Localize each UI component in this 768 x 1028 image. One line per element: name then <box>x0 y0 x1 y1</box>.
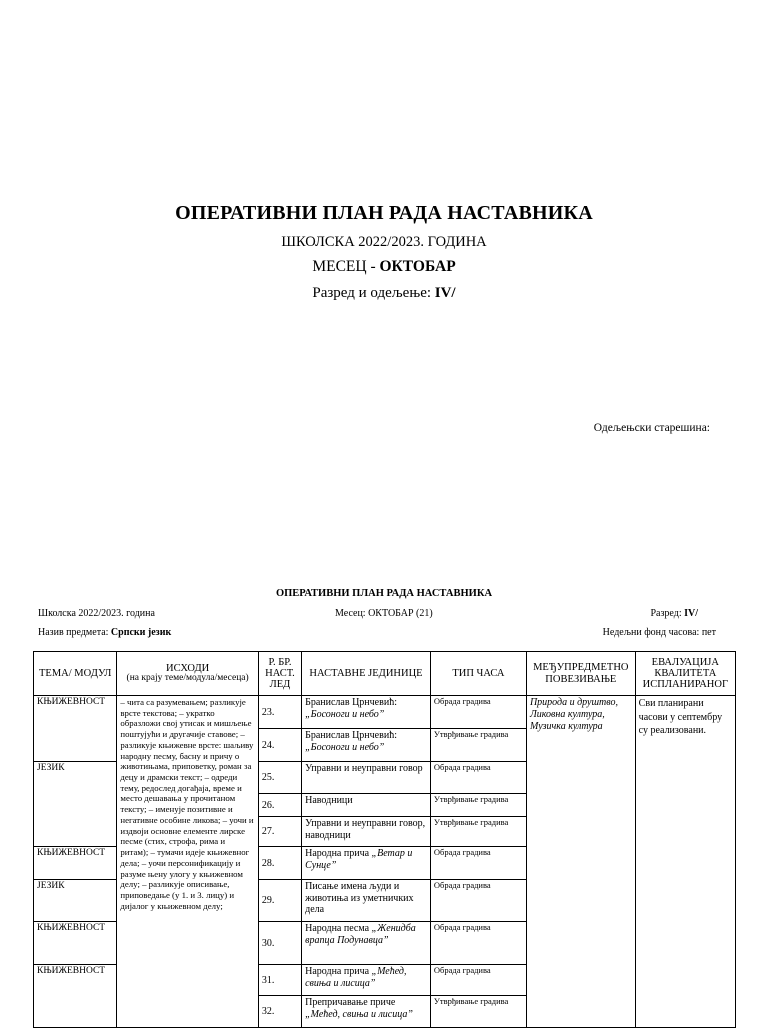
plan-subject <box>38 627 171 638</box>
plan-grade-label: Разред: <box>650 608 682 619</box>
lesson-type: Обрада градива <box>430 965 526 996</box>
lesson-type: Обрада градива <box>430 696 526 729</box>
lesson-unit <box>302 817 431 847</box>
lesson-unit-text: Управни и неуправни говор, наводници <box>305 818 426 841</box>
homeroom-teacher-label: Одељењски старешина: <box>593 422 710 434</box>
lesson-number: 29. <box>258 880 301 922</box>
plan-table <box>33 651 736 1028</box>
header-outcomes-title: ИСХОДИ <box>166 663 210 674</box>
lesson-type: Обрада градива <box>430 880 526 922</box>
theme-cell: КЊИЖЕВНОСТ <box>34 965 117 1028</box>
month-prefix: МЕСЕЦ - <box>312 258 376 275</box>
theme-cell: ЈЕЗИК <box>34 880 117 922</box>
lesson-type: Утврђивање градива <box>430 729 526 762</box>
plan-month: Месец: ОКТОБАР (21) <box>335 608 433 619</box>
outcomes-cell: – чита са разумевањем; разликује врсте текстова; – укратко образложи свој утисак и мишљење поштујући и другачије ставове; – разликује књижевне врсте: шаљиву народну песму, басну и причу о животињама, приповетку, роман за децу и драмски текст; – одреди тему, редослед догађаја, време и место дешавања у прочитаном тексту; – именује позитивне и негативне особине ликова; – уочи и издвоји основне елементе лирске песме (стих, строфа, рима и ритам); – тумачи идеје књижевног дела; – уочи персонификацију и разуме њену улогу у књижевном делу; – разликује описивање, приповедање (у 1. и 3. лицу) и дијалог у књижевном делу; <box>117 696 258 1028</box>
lesson-number: 32. <box>258 996 301 1028</box>
lesson-unit-text: Бранислав Црнчевић: <box>305 697 397 708</box>
document-title: ОПЕРАТИВНИ ПЛАН РАДА НАСТАВНИКА <box>175 202 593 224</box>
grade-value: IV/ <box>434 285 456 301</box>
lesson-unit <box>302 729 431 762</box>
theme-cell: КЊИЖЕВНОСТ <box>34 696 117 762</box>
grade-line <box>0 285 768 302</box>
header-cross: МЕЂУПРЕДМЕТНО ПОВЕЗИВАЊЕ <box>526 652 635 696</box>
lesson-unit-text: Бранислав Црнчевић: <box>305 730 397 741</box>
lesson-unit-text: Писање имена људи и животиња из уметничких дела <box>305 881 414 915</box>
plan-grade <box>650 608 698 619</box>
lesson-type: Обрада градива <box>430 762 526 794</box>
lesson-unit <box>302 996 431 1028</box>
month-line <box>0 258 768 276</box>
header-theme: ТЕМА/ МОДУЛ <box>34 652 117 696</box>
lesson-unit-title: „Женидба врапца Подунавца” <box>305 923 416 946</box>
lesson-number: 31. <box>258 965 301 996</box>
lesson-unit-title: „Мећед, свиња и лисица” <box>305 966 407 989</box>
month-value: ОКТОБАР <box>379 258 456 275</box>
plan-subject-value: Српски језик <box>110 627 172 638</box>
lesson-unit <box>302 696 431 729</box>
plan-weekly-hours: Недељни фонд часова: пет <box>602 627 716 638</box>
lesson-unit <box>302 880 431 922</box>
theme-cell: КЊИЖЕВНОСТ <box>34 922 117 965</box>
lesson-unit-text: Наводници <box>305 795 353 806</box>
lesson-number: 23. <box>258 696 301 729</box>
lesson-type: Утврђивање градива <box>430 817 526 847</box>
lesson-number: 26. <box>258 794 301 817</box>
lesson-unit-title: „Босоноги и небо” <box>305 741 385 753</box>
plan-school-year: Школска 2022/2023. година <box>38 608 155 619</box>
lesson-unit <box>302 847 431 880</box>
lesson-unit <box>302 794 431 817</box>
lesson-unit-text: Управни и неуправни говор <box>305 763 423 774</box>
theme-cell: ЈЕЗИК <box>34 762 117 847</box>
lesson-number: 27. <box>258 817 301 847</box>
lesson-type: Утврђивање градива <box>430 996 526 1028</box>
lesson-unit <box>302 965 431 996</box>
lesson-type: Обрада градива <box>430 922 526 965</box>
lesson-type: Обрада градива <box>430 847 526 880</box>
lesson-number: 25. <box>258 762 301 794</box>
header-type: ТИП ЧАСА <box>430 652 526 696</box>
header-evaluation: ЕВАЛУАЦИЈА КВАЛИТЕТА ИСПЛАНИРАНОГ <box>635 652 735 696</box>
plan-title: ОПЕРАТИВНИ ПЛАН РАДА НАСТАВНИКА <box>275 588 493 599</box>
lesson-unit-title: „Мећед, свиња и лисица” <box>305 1008 413 1020</box>
school-year-line: ШКОЛСКА 2022/2023. ГОДИНА <box>281 234 487 250</box>
cross-curricular-cell: Природа и друштво, Ликовна култура, Музичка култура <box>526 696 635 1028</box>
lesson-number: 28. <box>258 847 301 880</box>
header-outcomes-subtitle: (на крају теме/модула/месеца) <box>126 673 249 684</box>
lesson-number: 30. <box>258 922 301 965</box>
table-header-row <box>34 652 736 696</box>
lesson-type: Утврђивање градива <box>430 794 526 817</box>
header-number: Р. БР. НАСТ. ЛЕД <box>258 652 301 696</box>
lesson-unit-text: Народна прича <box>305 848 372 859</box>
evaluation-cell: Сви планирани часови у септембру су реализовани. <box>635 696 735 1028</box>
lesson-unit-text: Препричавање приче <box>305 997 396 1008</box>
lesson-number: 24. <box>258 729 301 762</box>
header-unit: НАСТАВНЕ ЈЕДИНИЦЕ <box>302 652 431 696</box>
lesson-unit <box>302 762 431 794</box>
header-outcomes <box>117 652 258 696</box>
table-row <box>34 696 736 729</box>
plan-subject-label: Назив предмета: <box>38 627 109 638</box>
theme-cell: КЊИЖЕВНОСТ <box>34 847 117 880</box>
plan-grade-value: IV/ <box>684 608 698 619</box>
grade-prefix: Разред и одељење: <box>312 285 432 301</box>
lesson-unit-text: Народна прича <box>305 966 372 977</box>
lesson-unit <box>302 922 431 965</box>
lesson-unit-title: „Босоноги и небо” <box>305 708 385 720</box>
lesson-unit-title: „Ветар и Сунце” <box>305 848 413 871</box>
lesson-unit-text: Народна песма <box>305 923 372 934</box>
